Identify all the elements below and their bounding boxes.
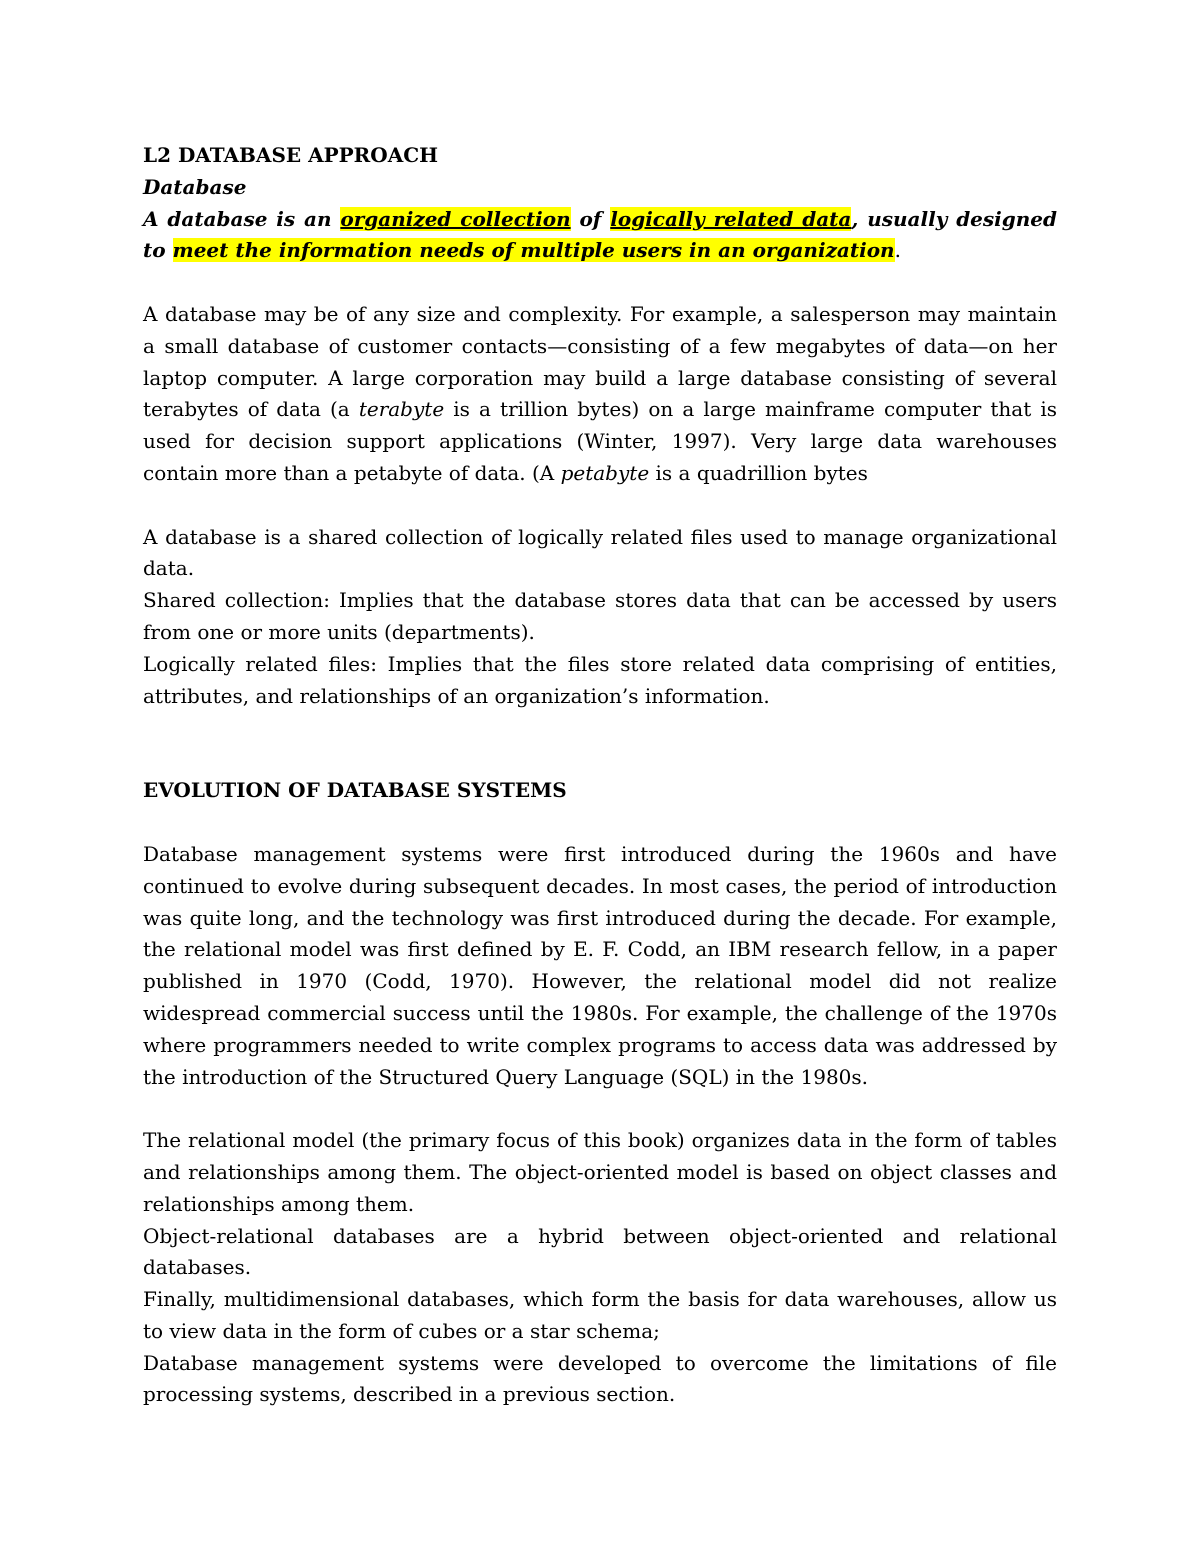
paragraph-dbms-history: Database management systems were first introduced during the 1960s and have continued to evolve during subsequent decades. In most cases, the period of introduction was quite long, and the technology was first introduced during the decade. For example, the relational model was first defined by E. F. Codd, an IBM research fellow, in a paper published in 1970 (Codd, 1970). However, the relational model did not realize widespread commercial success until the 1980s. For example, the challenge of the 1970s where programmers needed to write complex programs to access data was addressed by the introduction of the Structured Query Language (SQL) in the 1980s. [143, 841, 1057, 1089]
term-petabyte: petabyte [560, 460, 650, 485]
section-subtitle: Database [143, 174, 247, 199]
paragraph-database-size [143, 299, 1057, 490]
definition-text-3: , usually designed to [143, 206, 1057, 263]
definition-paragraph [143, 204, 1057, 268]
definition-text-2: of [570, 206, 611, 231]
definition-period: . [894, 238, 901, 263]
paragraph-logically-related-files: Logically related files: Implies that the files store related data comprising of entities, attributes, and relationships of an organization’s information. [143, 651, 1057, 708]
paragraph-object-relational: Object-relational databases are a hybrid between object-oriented and relational databases. [143, 1223, 1057, 1280]
paragraph-shared-collection-definition: A database is a shared collection of logically related files used to manage organizational data. [143, 524, 1057, 581]
highlight-organized-collection: organized collection [340, 206, 571, 231]
paragraph-relational-model: The relational model (the primary focus of this book) organizes data in the form of tables and relationships among them. The object-oriented model is based on object classes and relationships among them. [143, 1128, 1057, 1216]
document-page [143, 140, 1057, 1411]
paragraph-multidimensional: Finally, multidimensional databases, which form the basis for data warehouses, allow us to view data in the form of cubes or a star schema; [143, 1287, 1057, 1343]
paragraph-dbms-purpose: Database management systems were developed to overcome the limitations of file processing systems, described in a previous section. [143, 1350, 1057, 1407]
definition-text-1: A database is an [143, 206, 341, 231]
para1-text-b: is a trillion bytes) on a large mainframe computer that is used for decision support applications (Winter, 1997). Very large data warehouses contain more than a petabyte of data. (A [143, 397, 1057, 485]
document-title: L2 DATABASE APPROACH [143, 143, 439, 167]
highlight-logically-related-data: logically related data [610, 206, 852, 231]
highlight-information-needs: meet the information needs of multiple users in an organization [172, 238, 895, 263]
term-terabyte: terabyte [358, 397, 445, 422]
para1-text-c: is a quadrillion bytes [649, 460, 868, 485]
paragraph-shared-collection: Shared collection: Implies that the database stores data that can be accessed by users from one or more units (departments). [143, 588, 1057, 644]
para1-text-a: A database may be of any size and complexity. For example, a salesperson may maintain a small database of customer contacts—consisting of a few megabytes of data—on her laptop computer. A large corporation may build a large database consisting of several terabytes of data (a [143, 301, 1057, 422]
section-heading-evolution: EVOLUTION OF DATABASE SYSTEMS [143, 778, 567, 803]
